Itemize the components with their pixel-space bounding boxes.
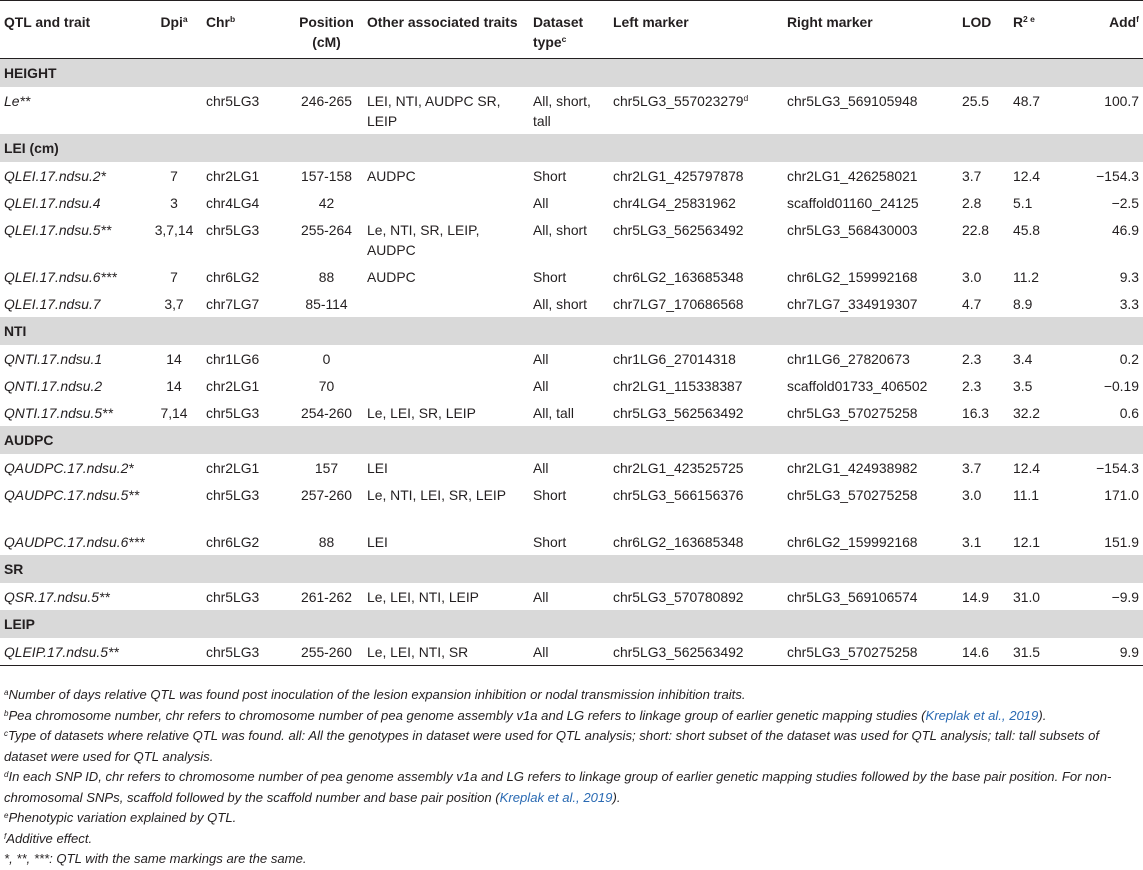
cell-chr: chr7LG7 [206, 295, 260, 312]
cell-left-marker: chr5LG3_562563492 [613, 221, 744, 238]
cell-position: 257-260 [301, 486, 352, 503]
cell-position: 246-265 [301, 92, 352, 109]
cell-dataset-type: All [533, 194, 549, 211]
cell-add: −154.3 [1096, 167, 1139, 184]
cell-dpi: 7,14 [160, 404, 188, 421]
cell-position: 254-260 [301, 404, 352, 421]
cell-other-traits [363, 290, 529, 317]
cell-qtl: QLEI.17.ndsu.4 [4, 194, 101, 211]
cell-chr: chr5LG3 [206, 92, 260, 109]
header-chr: Chr$^b$ [202, 1, 290, 59]
cell-dpi: 3 [170, 194, 178, 211]
cell-chr: chr5LG3 [202, 638, 290, 666]
cell-right-marker: chr2LG1_424938982 [787, 459, 918, 476]
cell-dataset-type: All, short [533, 295, 588, 312]
cell-dataset-type: All [533, 588, 549, 605]
header-other-traits: Other associated traits [363, 1, 529, 59]
table-row [0, 189, 1143, 216]
table-footnotes [4, 685, 1140, 870]
cell-qtl: QAUDPC.17.ndsu.6*** [4, 533, 145, 550]
cell-lod: 3.0 [962, 268, 982, 285]
header-r2: $R^{2 e}$ [1009, 1, 1061, 59]
section-header-row [0, 59, 1143, 87]
cell-chr: chr1LG6 [206, 350, 260, 367]
cell-r2: 12.4 [1013, 459, 1041, 476]
table-body [0, 59, 1143, 666]
cell-position: 42 [318, 194, 335, 211]
cell-add: −0.19 [1103, 377, 1139, 394]
cell-left-marker: chr5LG3_557023279$^d$ [613, 92, 749, 109]
section-header-row [0, 610, 1143, 638]
cell-add: 3.3 [1119, 295, 1139, 312]
cell-other-traits: Le, LEI, NTI, SR [363, 638, 529, 666]
cell-dataset-type: All [533, 350, 549, 367]
cell-lod: 16.3 [962, 404, 990, 421]
cell-lod: 14.9 [962, 588, 990, 605]
cell-right-marker: chr5LG3_569105948 [787, 92, 918, 109]
cell-dpi: 3,7 [164, 295, 184, 312]
cell-qtl: QLEI.17.ndsu.2* [4, 167, 106, 184]
cell-lod: 3.1 [962, 533, 982, 550]
cell-position: 88 [318, 268, 335, 285]
cell-left-marker: chr1LG6_27014318 [613, 350, 736, 367]
cell-add: −154.3 [1096, 459, 1139, 476]
table-row [0, 528, 1143, 555]
cell-r2: 8.9 [1013, 295, 1033, 312]
section-header-row [0, 317, 1143, 345]
cell-chr: chr5LG3 [206, 588, 260, 605]
section-header-row [0, 134, 1143, 162]
cell-other-traits [363, 189, 529, 216]
cell-chr: chr2LG1 [206, 459, 260, 476]
header-position: Position (cM) [290, 1, 363, 59]
cell-qtl: QNTI.17.ndsu.2 [4, 377, 103, 394]
cell-other-traits: Le, NTI, LEI, SR, LEIP [367, 486, 506, 503]
cell-right-marker: chr6LG2_159992168 [787, 268, 918, 285]
header-left-marker: Left marker [609, 1, 783, 59]
cell-add: 171.0 [1104, 486, 1139, 503]
cell-right-marker: chr7LG7_334919307 [787, 295, 918, 312]
table-row [0, 290, 1143, 317]
cell-dpi: 14 [166, 377, 182, 394]
cell-r2: 5.1 [1013, 194, 1033, 211]
cell-dpi [146, 583, 202, 610]
cell-add: 100.7 [1104, 92, 1139, 109]
cell-dpi [146, 454, 202, 481]
cell-position: 255-264 [301, 221, 352, 238]
cell-left-marker: chr2LG1_423525725 [613, 459, 744, 476]
cell-qtl: QLEI.17.ndsu.7 [4, 295, 101, 312]
cell-position: 88 [318, 533, 335, 550]
header-dataset-type: Dataset type$^c$ [529, 1, 609, 59]
cell-chr: chr2LG1 [206, 377, 260, 394]
table-row [0, 638, 1143, 666]
cell-other-traits: AUDPC [367, 167, 416, 184]
cell-lod: 14.6 [958, 638, 1009, 666]
section-title: LEIP [0, 610, 1143, 638]
table-row [0, 87, 1143, 134]
cell-r2: 31.5 [1009, 638, 1061, 666]
cell-qtl: QLEIP.17.ndsu.5** [0, 638, 146, 666]
section-header-row [0, 426, 1143, 454]
cell-r2: 12.4 [1013, 167, 1041, 184]
cell-dataset-type: All [529, 638, 609, 666]
table-row [0, 372, 1143, 399]
cell-dataset-type: Short [533, 533, 567, 550]
footnote: $^f$Additive effect. [4, 830, 93, 846]
table-row [0, 263, 1143, 290]
cell-right-marker: scaffold01733_406502 [787, 377, 928, 394]
cell-left-marker: chr5LG3_562563492 [613, 404, 744, 421]
cell-qtl: QLEI.17.ndsu.5** [4, 221, 112, 238]
cell-left-marker: chr5LG3_570780892 [613, 588, 744, 605]
citation-link[interactable]: Kreplak et al., 2019 [499, 789, 613, 805]
cell-right-marker: scaffold01160_24125 [787, 194, 919, 211]
cell-lod: 4.7 [962, 295, 982, 312]
cell-qtl: QLEI.17.ndsu.6*** [4, 268, 117, 285]
section-title: LEI (cm) [0, 134, 1143, 162]
cell-other-traits: Le, LEI, SR, LEIP [367, 404, 476, 421]
cell-qtl: Le** [4, 92, 31, 109]
cell-left-marker: chr2LG1_425797878 [613, 167, 744, 184]
cell-dataset-type: All, tall [533, 404, 574, 421]
cell-dpi [146, 87, 202, 134]
cell-chr: chr5LG3 [206, 404, 260, 421]
cell-left-marker: chr2LG1_115338387 [613, 377, 743, 394]
cell-r2: 45.8 [1013, 221, 1041, 238]
cell-dataset-type: Short [533, 167, 567, 184]
cell-qtl: QAUDPC.17.ndsu.5** [4, 486, 140, 503]
cell-qtl: QNTI.17.ndsu.5** [4, 404, 113, 421]
cell-r2: 3.5 [1013, 377, 1033, 394]
cell-dataset-type: All [533, 459, 549, 476]
cell-dataset-type: All [533, 377, 549, 394]
cell-chr: chr4LG4 [206, 194, 260, 211]
cell-right-marker: chr2LG1_426258021 [787, 167, 918, 184]
cell-position: 70 [318, 377, 335, 394]
cell-dpi [146, 481, 202, 528]
cell-chr: chr6LG2 [206, 268, 260, 285]
cell-r2: 11.1 [1013, 486, 1040, 503]
cell-qtl: QSR.17.ndsu.5** [4, 588, 110, 605]
cell-dpi: 14 [166, 350, 182, 367]
table-row [0, 162, 1143, 189]
cell-r2: 31.0 [1013, 588, 1041, 605]
cell-other-traits: AUDPC [367, 268, 416, 285]
footnote: $^c$Type of datasets where relative QTL was found. all: All the genotypes in dataset were used for QTL analysis; short: short subset of the dataset was used for QTL analysis; tall: tall subsets of dataset were used for QTL analysis. [4, 728, 1099, 764]
cell-left-marker: chr5LG3_566156376 [613, 486, 744, 503]
cell-dpi [146, 528, 202, 555]
cell-dpi: 7 [170, 167, 178, 184]
cell-right-marker: chr6LG2_159992168 [787, 533, 918, 550]
cell-lod: 2.3 [962, 350, 982, 367]
cell-other-traits: LEI, NTI, AUDPC SR, LEIP [367, 92, 501, 129]
cell-position: 85-114 [305, 295, 348, 312]
cell-dataset-type: Short [533, 486, 567, 503]
table-row [0, 481, 1143, 528]
section-header-row [0, 555, 1143, 583]
header-qtl-and-trait: QTL and trait [0, 1, 146, 59]
cell-other-traits [363, 372, 529, 399]
cell-chr: chr6LG2 [206, 533, 260, 550]
footnote: $^d$In each SNP ID, chr refers to chromosome number of pea genome assembly v1a and LG refers to linkage group of earlier genetic mapping studies followed by the base pair position. For non-chromosomal SNPs, scaffold followed by the scaffold number and base pair position (Kreplak et al., 2019). [4, 769, 1112, 805]
cell-chr: chr5LG3 [206, 221, 260, 238]
section-title: AUDPC [0, 426, 1143, 454]
cell-other-traits: LEI [367, 459, 388, 476]
cell-dataset-type: Short [533, 268, 567, 285]
cell-left-marker: chr5LG3_562563492 [609, 638, 783, 666]
section-title: SR [0, 555, 1143, 583]
cell-other-traits: Le, NTI, SR, LEIP, AUDPC [367, 221, 480, 258]
cell-add: 9.3 [1119, 268, 1139, 285]
table-row [0, 583, 1143, 610]
footnote: $^a$Number of days relative QTL was found post inoculation of the lesion expansion inhibition or nodal transmission inhibition traits. [4, 687, 746, 702]
cell-dataset-type: All, short [533, 221, 588, 238]
footnote: *, **, ***: QTL with the same markings are the same. [4, 851, 307, 866]
cell-position: 157-158 [301, 167, 352, 184]
cell-lod: 3.7 [962, 167, 982, 184]
header-dpi: Dpi$^a$ [146, 1, 202, 59]
cell-lod: 3.0 [962, 486, 982, 503]
cell-r2: 11.2 [1013, 268, 1040, 285]
cell-dpi [146, 638, 202, 666]
cell-chr: chr5LG3 [206, 486, 260, 503]
section-title: NTI [0, 317, 1143, 345]
cell-other-traits: Le, LEI, NTI, LEIP [367, 588, 479, 605]
cell-add: −9.9 [1111, 588, 1139, 605]
cell-dpi: 7 [170, 268, 178, 285]
cell-right-marker: chr5LG3_569106574 [787, 588, 918, 605]
cell-lod: 2.8 [962, 194, 982, 211]
cell-lod: 3.7 [962, 459, 982, 476]
cell-right-marker: chr5LG3_570275258 [783, 638, 958, 666]
citation-link[interactable]: Kreplak et al., 2019 [925, 707, 1039, 723]
cell-add: 46.9 [1111, 221, 1139, 238]
cell-r2: 3.4 [1013, 350, 1033, 367]
cell-add: 0.2 [1119, 350, 1139, 367]
footnote: $^b$Pea chromosome number, chr refers to chromosome number of pea genome assembly v1a and LG refers to linkage group of earlier genetic mapping studies (Kreplak et al., 2019). [4, 707, 1047, 723]
footnote: $^e$Phenotypic variation explained by QTL. [4, 810, 237, 825]
table-row [0, 454, 1143, 481]
cell-right-marker: chr5LG3_570275258 [787, 404, 918, 421]
cell-lod: 22.8 [962, 221, 990, 238]
table-header [0, 1, 1143, 59]
cell-lod: 25.5 [962, 92, 990, 109]
cell-add: 9.9 [1061, 638, 1143, 666]
cell-r2: 32.2 [1013, 404, 1041, 421]
cell-position: 157 [314, 459, 339, 476]
cell-r2: 48.7 [1013, 92, 1041, 109]
cell-qtl: QAUDPC.17.ndsu.2* [4, 459, 134, 476]
cell-other-traits: LEI [367, 533, 388, 550]
header-right-marker: Right marker [783, 1, 958, 59]
cell-position: 0 [322, 350, 331, 367]
cell-left-marker: chr7LG7_170686568 [613, 295, 744, 312]
cell-position: 261-262 [301, 588, 352, 605]
cell-r2: 12.1 [1013, 533, 1041, 550]
cell-chr: chr2LG1 [206, 167, 260, 184]
cell-right-marker: chr1LG6_27820673 [787, 350, 910, 367]
cell-right-marker: chr5LG3_568430003 [787, 221, 918, 238]
cell-left-marker: chr4LG4_25831962 [613, 194, 736, 211]
cell-other-traits [363, 345, 529, 372]
cell-dpi: 3,7,14 [154, 221, 194, 238]
header-lod: LOD [958, 1, 1009, 59]
table-row [0, 399, 1143, 426]
cell-add: −2.5 [1111, 194, 1139, 211]
cell-add: 151.9 [1104, 533, 1139, 550]
cell-position: 255-260 [290, 638, 363, 666]
cell-left-marker: chr6LG2_163685348 [613, 533, 744, 550]
cell-lod: 2.3 [962, 377, 982, 394]
cell-right-marker: chr5LG3_570275258 [787, 486, 918, 503]
cell-qtl: QNTI.17.ndsu.1 [4, 350, 103, 367]
cell-add: 0.6 [1119, 404, 1139, 421]
table-row [0, 345, 1143, 372]
cell-dataset-type: All, short, tall [533, 92, 591, 129]
table-row [0, 216, 1143, 263]
header-add: Add$^f$ [1061, 1, 1143, 59]
section-title: HEIGHT [0, 59, 1143, 87]
cell-left-marker: chr6LG2_163685348 [613, 268, 744, 285]
